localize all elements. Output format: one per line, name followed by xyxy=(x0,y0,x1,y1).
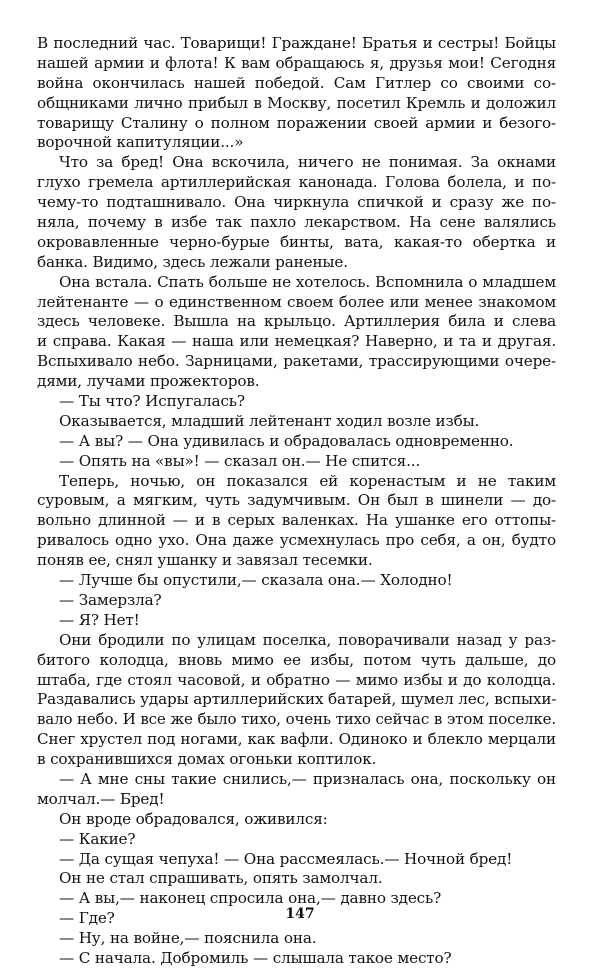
text-line: лейтенанте — о единственном своем более или менее знакомом xyxy=(37,292,556,311)
text-line: Он не стал спрашивать, опять замолчал. xyxy=(59,869,383,888)
text-line: и справа. Какая — наша или немецкая? Наверно, и та и другая. xyxy=(37,332,556,351)
text-line: Теперь, ночью, он показался ей коренастым и не таким xyxy=(59,471,556,490)
text-line: — Ну, на войне,— пояснила она. xyxy=(59,929,317,948)
text-line: Что за бред! Она вскочила, ничего не понимая. За окнами xyxy=(59,153,556,172)
text-line: — А вы? — Она удивилась и обрадовалась одновременно. xyxy=(59,431,514,450)
text-line: — А мне сны такие снились,— призналась она, поскольку он xyxy=(59,769,556,788)
body-text xyxy=(37,34,556,969)
text-line: поняв ее, снял ушанку и завязал тесемки. xyxy=(37,551,373,570)
text-line: банка. Видимо, здесь лежали раненые. xyxy=(37,252,348,271)
text-line: — Лучше бы опустили,— сказала она.— Холодно! xyxy=(59,571,453,590)
text-line: В последний час. Товарищи! Граждане! Братья и сестры! Бойцы xyxy=(37,34,556,52)
text-line: Он вроде обрадовался, оживился: xyxy=(59,809,328,828)
text-line: глухо гремела артиллерийская канонада. Голова болела, и по- xyxy=(37,173,556,192)
text-line: товарищу Сталину о полном поражении своей армии и безого- xyxy=(37,113,556,132)
text-line: ривалось одно ухо. Она даже усмехнулась про себя, а он, будто xyxy=(37,531,556,550)
text-line: — Ты что? Испугалась? xyxy=(59,392,245,411)
text-line: война окончилась нашей победой. Сам Гитлер со своими со- xyxy=(37,73,556,92)
page-number: 147 xyxy=(285,906,315,922)
text-line: молчал.— Бред! xyxy=(37,789,165,808)
text-line: вольно длинной — и в серых валенках. На ушанке его оттопы- xyxy=(37,511,556,530)
text-line: — Какие? xyxy=(59,829,136,848)
text-line: битого колодца, вновь мимо ее избы, потом чуть дальше, до xyxy=(37,650,556,669)
text-line: Снег хрустел под ногами, как вафли. Одиноко и блекло мерцали xyxy=(37,730,556,749)
text-line: — А вы,— наконец спросила она,— давно здесь? xyxy=(59,889,442,908)
text-line: — Да сущая чепуха! — Она рассмеялась.— Ночной бред! xyxy=(59,849,513,868)
text-line: — С начала. Добромиль — слышала такое место? xyxy=(59,948,452,967)
text-line: нашей армии и флота! К вам обращаюсь я, друзья мои! Сегодня xyxy=(37,53,556,72)
text-line: общниками лично прибыл в Москву, посетил Кремль и доложил xyxy=(37,93,556,112)
text-line: Раздавались удары артиллерийских батарей, шумел лес, вспыхи- xyxy=(37,690,556,709)
text-line: штаба, где стоял часовой, и обратно — мимо избы и до колодца. xyxy=(37,670,556,689)
text-line: вало небо. И все же было тихо, очень тихо сейчас в этом поселке. xyxy=(37,710,556,729)
text-line: — Опять на «вы»! — сказал он.— Не спится... xyxy=(59,451,421,470)
text-line: в сохранившихся домах огоньки коптилок. xyxy=(37,750,377,769)
text-line: — Я? Нет! xyxy=(59,610,140,629)
text-line: окровавленные черно-бурые бинты, вата, какая-то обертка и xyxy=(37,232,556,251)
text-line: Она встала. Спать больше не хотелось. Вспомнила о младшем xyxy=(59,272,556,291)
text-line: здесь человеке. Вышла на крыльцо. Артиллерия била и слева xyxy=(37,312,556,331)
text-line: Они бродили по улицам поселка, поворачивали назад у раз- xyxy=(59,630,556,649)
text-line: ворочной капитуляции...» xyxy=(37,133,244,152)
text-line: дями, лучами прожекторов. xyxy=(37,372,260,391)
text-line: Оказывается, младший лейтенант ходил возле избы. xyxy=(59,411,480,430)
text-line: няла, почему в избе так пахло лекарством. На сене валялись xyxy=(37,213,556,232)
text-line: суровым, а мягким, чуть задумчивым. Он был в шинели — до- xyxy=(37,491,556,510)
text-line: — Где? xyxy=(59,909,115,928)
text-line: чему-то подташнивало. Она чиркнула спичкой и сразу же по- xyxy=(37,193,556,212)
text-line: Вспыхивало небо. Зарницами, ракетами, трассирующими очере- xyxy=(37,352,556,371)
text-line: — Замерзла? xyxy=(59,590,162,609)
